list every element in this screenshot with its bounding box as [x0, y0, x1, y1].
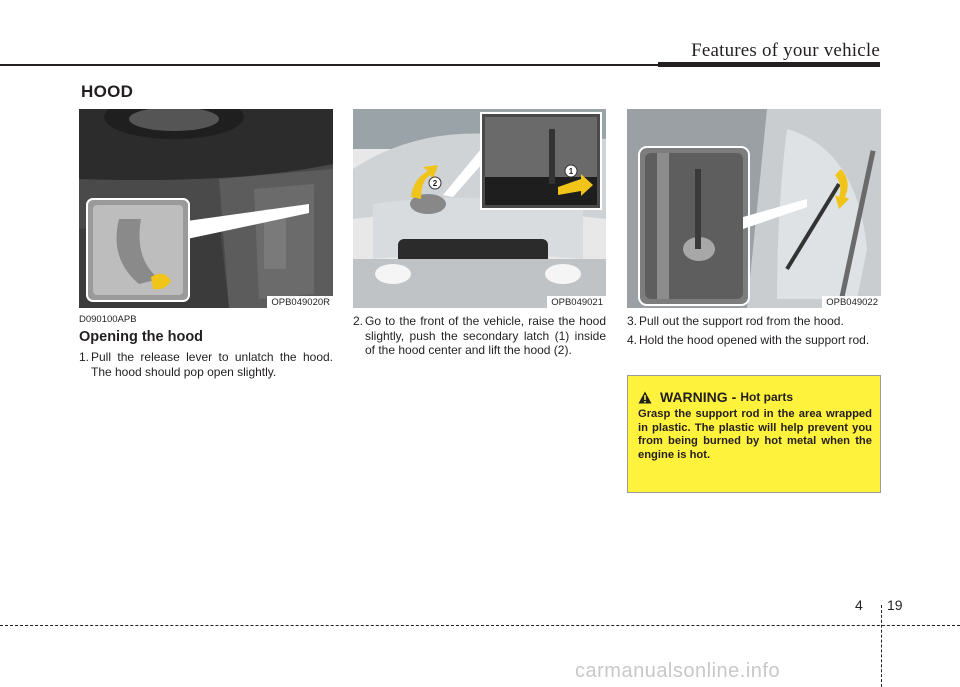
- step-number: 3.: [627, 314, 638, 328]
- step-number: 1.: [79, 350, 90, 364]
- procedure-step: [627, 314, 881, 329]
- step-text: Hold the hood opened with the support rod.: [639, 333, 870, 347]
- procedure-step: [353, 314, 606, 358]
- figure-secondary-latch: [353, 109, 606, 308]
- section-title: HOOD: [81, 82, 134, 101]
- figure-code: OPB049021: [547, 296, 606, 308]
- warning-heading: [638, 389, 793, 405]
- figure-code: OPB049020R: [267, 296, 333, 308]
- warning-triangle-icon: [638, 391, 652, 404]
- callout-latch: 1: [568, 167, 574, 176]
- procedure-title: Opening the hood: [79, 329, 204, 345]
- header-rule-accent: [658, 62, 880, 67]
- procedure-step: [627, 333, 881, 348]
- figure-code: OPB049022: [822, 296, 881, 308]
- step-text: Pull the release lever to unlatch the hood. The hood should pop open slightly.: [91, 350, 333, 379]
- document-code: D090100APB: [79, 314, 137, 325]
- figure-release-lever: [79, 109, 333, 308]
- step-number: 2.: [353, 314, 364, 328]
- callout-hood: 2: [432, 179, 438, 188]
- chapter-number: 4: [855, 597, 863, 613]
- warning-box: [627, 375, 881, 493]
- procedure-step: [79, 350, 333, 379]
- footer-divider: [881, 605, 882, 687]
- warning-text: Grasp the support rod in the area wrapped in plastic. The plastic will help prevent you from being burned by hot metal when the engine is hot.: [638, 408, 872, 461]
- step-text: Pull out the support rod from the hood.: [639, 314, 844, 328]
- warning-subject: Hot parts: [740, 390, 794, 404]
- page-number: 19: [887, 597, 903, 613]
- watermark: carmanualsonline.info: [575, 660, 781, 682]
- step-number: 4.: [627, 333, 638, 347]
- step-text: Go to the front of the vehicle, raise the hood slightly, push the secondary latch (1) inside of the hood center and lift the hood (2).: [365, 314, 606, 357]
- warning-dash: -: [731, 389, 737, 405]
- figure-support-rod: [627, 109, 881, 308]
- running-head: Features of your vehicle: [691, 40, 880, 61]
- footer-rule: [0, 625, 960, 626]
- warning-word: WARNING: [660, 389, 728, 405]
